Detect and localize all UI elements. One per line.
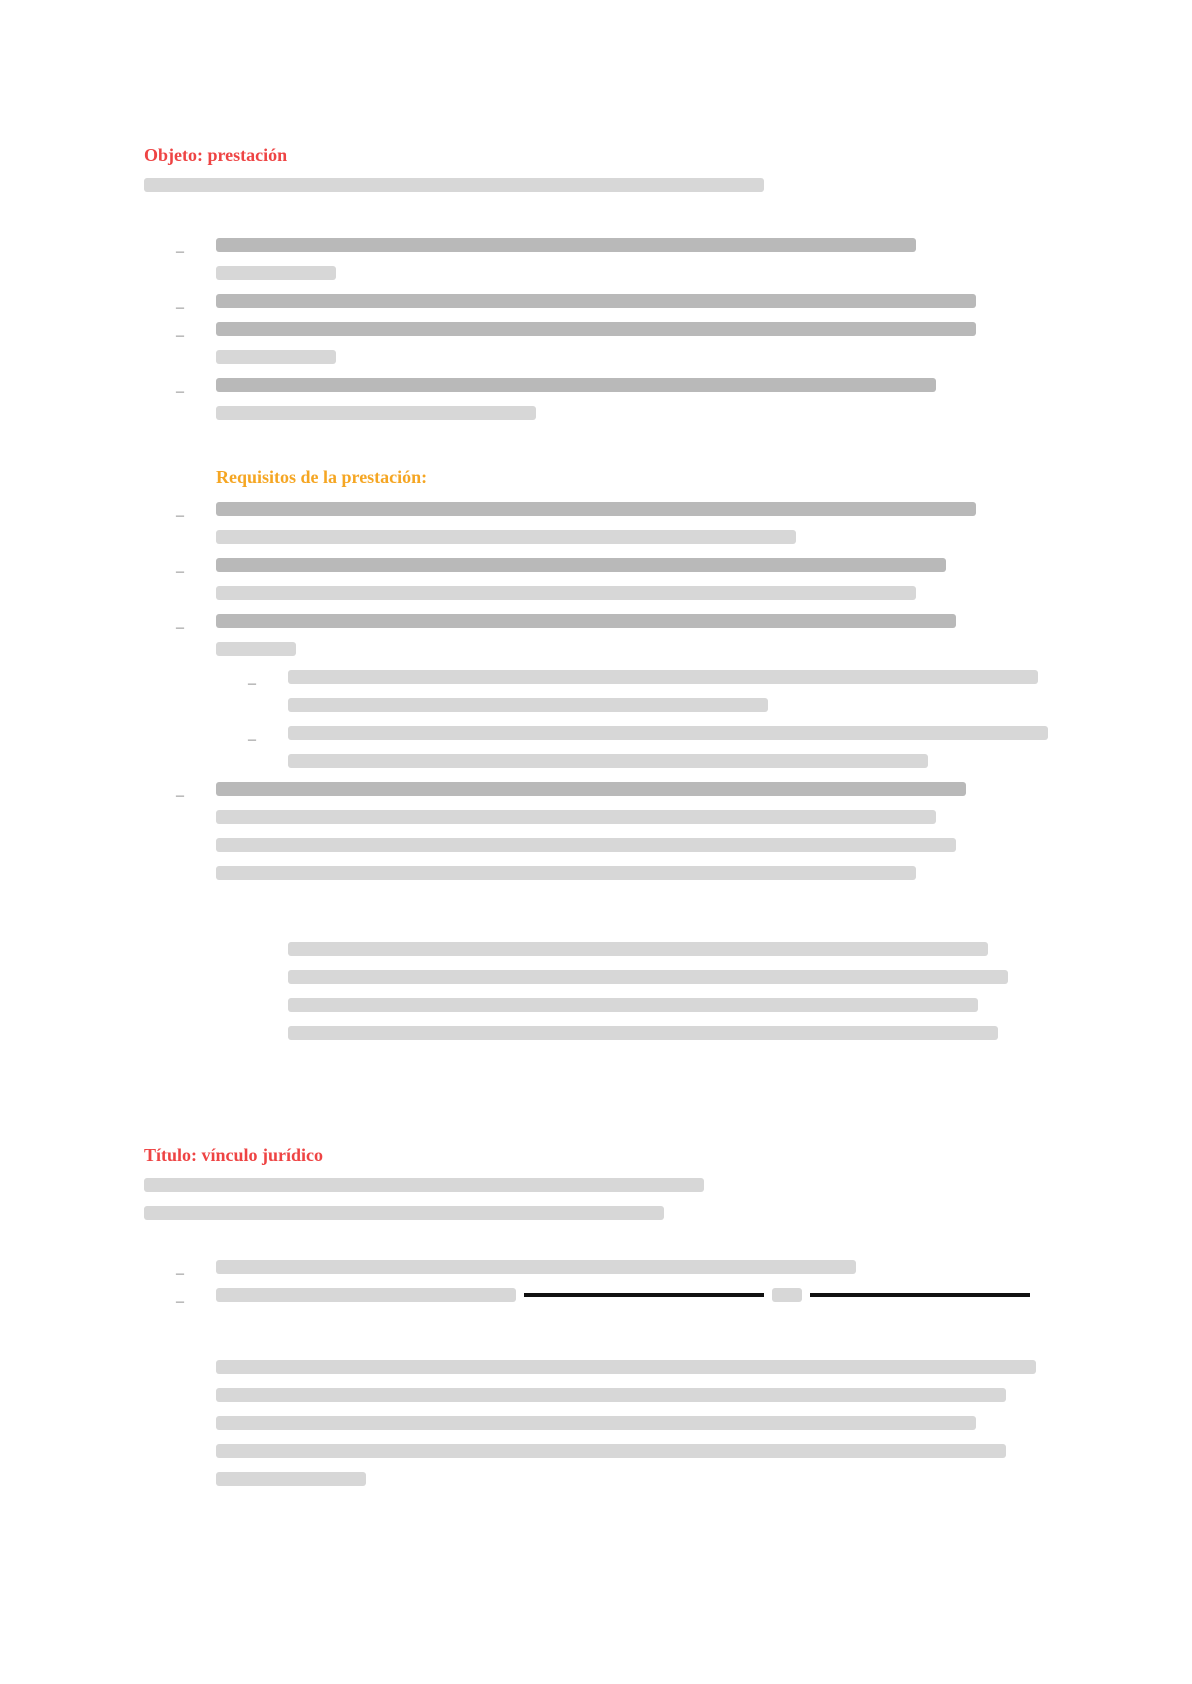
bullet-line — [216, 558, 946, 572]
list-item — [144, 614, 1044, 656]
example-line — [288, 998, 978, 1012]
list-item — [144, 782, 1044, 880]
paragraph-line — [144, 1178, 704, 1192]
examples-block — [144, 934, 1044, 1054]
underlined-line — [216, 1288, 1044, 1302]
bullet-line — [216, 1288, 516, 1302]
section-titulo — [144, 1140, 1044, 1234]
bullet-line — [216, 782, 966, 796]
bullet-line — [216, 502, 976, 516]
section-heading-titulo: Título: vínculo jurídico — [144, 1145, 324, 1165]
bullet-line — [216, 810, 936, 824]
bullet-marker: – — [176, 243, 184, 260]
requisitos-header — [216, 462, 1116, 492]
bullet-marker: – — [176, 787, 184, 804]
list-item — [144, 294, 1044, 316]
section-objeto — [144, 140, 1044, 206]
bullet-marker: – — [176, 619, 184, 636]
list-item — [144, 1288, 1044, 1310]
list-item — [144, 378, 1044, 420]
paragraph-line — [144, 178, 764, 192]
bullet-line — [216, 642, 296, 656]
paragraph-line — [216, 1360, 1036, 1374]
bullet-line — [288, 698, 768, 712]
bullet-marker: – — [248, 731, 256, 748]
bullet-line — [216, 838, 956, 852]
underline-bar — [810, 1293, 1030, 1297]
paragraph-line — [216, 1444, 1006, 1458]
list-item — [144, 322, 1044, 364]
list-item — [144, 238, 1044, 280]
bullet-line — [216, 614, 956, 628]
bullet-line — [216, 322, 976, 336]
section-heading-objeto: Objeto: prestación — [144, 145, 288, 165]
bullet-marker: – — [176, 299, 184, 316]
bullet-line — [288, 670, 1038, 684]
bullet-line — [216, 350, 336, 364]
bullet-line — [288, 726, 1048, 740]
bullet-marker: – — [248, 675, 256, 692]
list-item — [144, 670, 1044, 712]
objeto-bullet-list — [144, 232, 1044, 434]
list-item — [144, 1260, 1044, 1282]
bullet-line — [216, 530, 796, 544]
bullet-line — [216, 866, 916, 880]
bullet-marker: – — [176, 1265, 184, 1282]
list-item — [144, 502, 1044, 544]
bullet-line — [216, 238, 916, 252]
bullet-line — [216, 1260, 856, 1274]
example-line — [288, 942, 988, 956]
bullet-marker: – — [176, 383, 184, 400]
paragraph-line — [216, 1388, 1006, 1402]
section-heading-requisitos: Requisitos de la prestación: — [216, 467, 428, 487]
example-paragraph — [144, 942, 1044, 1040]
titulo-bullet-list — [144, 1254, 1044, 1310]
paragraph-line — [216, 1472, 366, 1486]
paragraph-line — [144, 1206, 664, 1220]
bullet-line — [216, 586, 916, 600]
requisitos-list — [144, 496, 1044, 894]
bullet-line — [216, 406, 536, 420]
bullet-marker: – — [176, 563, 184, 580]
underline-bar — [524, 1293, 764, 1297]
bullet-marker: – — [176, 327, 184, 344]
bullet-marker: – — [176, 1293, 184, 1310]
bullet-line — [216, 294, 976, 308]
bullet-marker: – — [176, 507, 184, 524]
example-line — [288, 970, 1008, 984]
bullet-line — [216, 378, 936, 392]
final-paragraph — [216, 1352, 1046, 1500]
list-item — [144, 558, 1044, 600]
bullet-line — [216, 266, 336, 280]
bullet-line — [772, 1288, 802, 1302]
bullet-line — [288, 754, 928, 768]
example-line — [288, 1026, 998, 1040]
paragraph-line — [216, 1416, 976, 1430]
list-item — [144, 726, 1044, 768]
